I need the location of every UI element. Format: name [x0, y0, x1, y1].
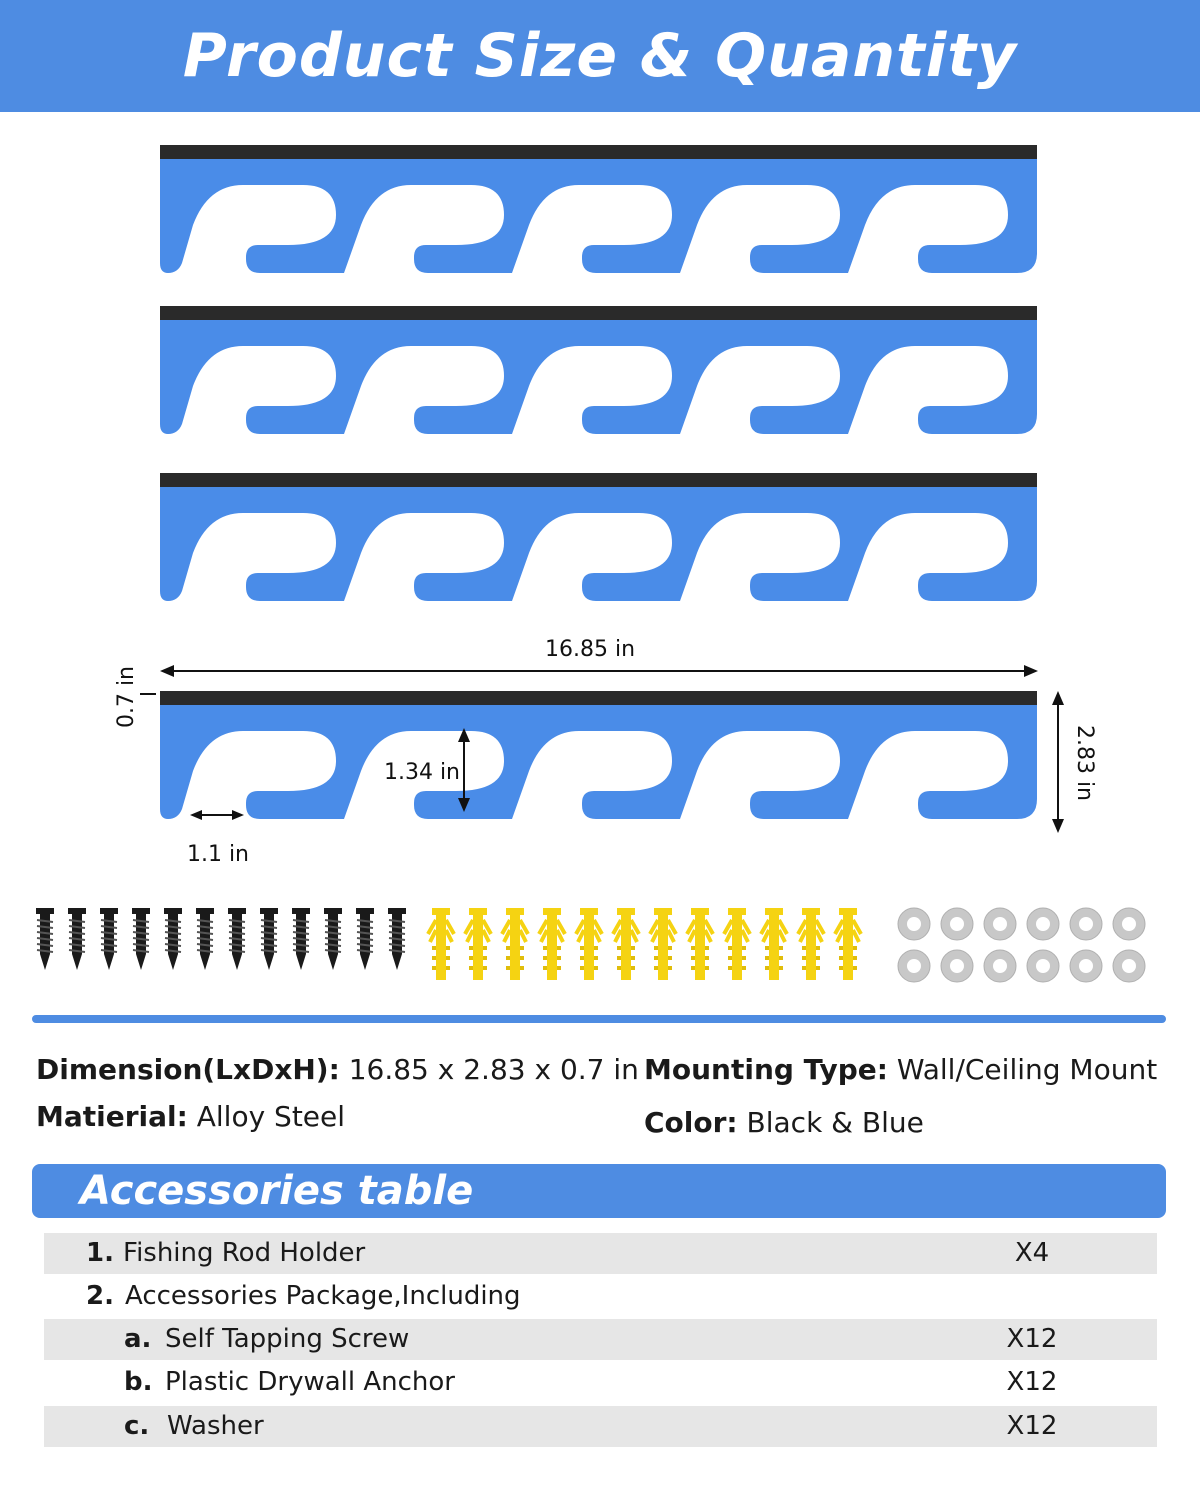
spec-material-value: Alloy Steel: [187, 1100, 346, 1133]
row-number: b.: [124, 1367, 153, 1397]
row-label: Fishing Rod Holder: [123, 1238, 366, 1268]
washers-group: [898, 908, 1145, 982]
washer-icon: [898, 908, 930, 940]
section-divider: [32, 1015, 1166, 1023]
washer-icon: [941, 950, 973, 982]
row-quantity: X12: [1006, 1324, 1058, 1354]
page-title: Product Size & Quantity: [182, 21, 1018, 91]
washer-icon: [898, 950, 930, 982]
screw-icon: [356, 908, 374, 970]
spec-material: [36, 1100, 345, 1133]
length-label: 16.85 in: [544, 637, 636, 662]
screw-icon: [36, 908, 54, 970]
screw-icon: [228, 908, 246, 970]
table-row: [44, 1362, 1157, 1403]
screw-icon: [68, 908, 86, 970]
washer-icon: [1070, 950, 1102, 982]
hook-gap-label: 1.1 in: [186, 842, 250, 867]
hook-gap-arrow: [190, 810, 244, 820]
anchor-icon: [428, 908, 454, 980]
anchor-icon: [835, 908, 861, 980]
screw-icon: [388, 908, 406, 970]
spec-material-label: Matierial:: [36, 1100, 188, 1133]
anchor-icon: [761, 908, 787, 980]
anchors-group: [428, 908, 861, 980]
anchor-icon: [502, 908, 528, 980]
height-label: 2.83 in: [1072, 724, 1097, 802]
washer-icon: [1027, 950, 1059, 982]
anchor-icon: [724, 908, 750, 980]
screw-icon: [132, 908, 150, 970]
row-number: a.: [124, 1324, 152, 1354]
product-diagram: [0, 112, 1200, 1012]
spec-mounting: [644, 1053, 1157, 1086]
screw-icon: [260, 908, 278, 970]
header-banner: [0, 0, 1200, 112]
row-label: Accessories Package,Including: [125, 1281, 521, 1311]
table-row: [44, 1233, 1157, 1274]
holder-3: [160, 473, 1037, 601]
spec-mounting-value: Wall/Ceiling Mount: [887, 1053, 1158, 1086]
washer-icon: [941, 908, 973, 940]
row-number: c.: [124, 1411, 150, 1441]
hook-opening-label: 1.34 in: [383, 760, 461, 785]
spec-dimension-label: Dimension(LxDxH):: [36, 1053, 340, 1086]
anchor-icon: [576, 908, 602, 980]
table-row: [44, 1406, 1157, 1447]
washer-icon: [1113, 950, 1145, 982]
row-quantity: X4: [1014, 1238, 1050, 1268]
washer-icon: [1027, 908, 1059, 940]
length-arrow: [160, 665, 1038, 677]
depth-label: 0.7 in: [114, 665, 139, 729]
holder-1: [160, 145, 1037, 273]
anchor-icon: [539, 908, 565, 980]
anchor-icon: [798, 908, 824, 980]
screws-group: [36, 908, 406, 970]
screw-icon: [100, 908, 118, 970]
anchor-icon: [613, 908, 639, 980]
washer-icon: [984, 950, 1016, 982]
spec-color: [644, 1106, 924, 1139]
screw-icon: [196, 908, 214, 970]
spec-color-label: Color:: [644, 1106, 738, 1139]
height-arrow: [1052, 691, 1064, 833]
row-quantity: X12: [1006, 1411, 1058, 1441]
table-row: [44, 1319, 1157, 1360]
spec-mounting-label: Mounting Type:: [644, 1053, 888, 1086]
row-label: Washer: [167, 1411, 264, 1441]
anchor-icon: [687, 908, 713, 980]
screw-icon: [292, 908, 310, 970]
spec-dimension-value: 16.85 x 2.83 x 0.7 in: [339, 1053, 639, 1086]
washer-icon: [1113, 908, 1145, 940]
screw-icon: [324, 908, 342, 970]
anchor-icon: [465, 908, 491, 980]
row-label: Plastic Drywall Anchor: [165, 1367, 455, 1397]
screw-icon: [164, 908, 182, 970]
row-number: 2.: [86, 1281, 114, 1311]
holder-4: [160, 691, 1037, 819]
anchor-icon: [650, 908, 676, 980]
washer-icon: [984, 908, 1016, 940]
row-number: 1.: [86, 1238, 114, 1268]
spec-dimension: [36, 1053, 639, 1086]
row-quantity: X12: [1006, 1367, 1058, 1397]
row-label: Self Tapping Screw: [165, 1324, 410, 1354]
table-row: [44, 1276, 1157, 1317]
holder-2: [160, 306, 1037, 434]
accessories-title: Accessories table: [80, 1168, 474, 1214]
washer-icon: [1070, 908, 1102, 940]
spec-color-value: Black & Blue: [737, 1106, 924, 1139]
